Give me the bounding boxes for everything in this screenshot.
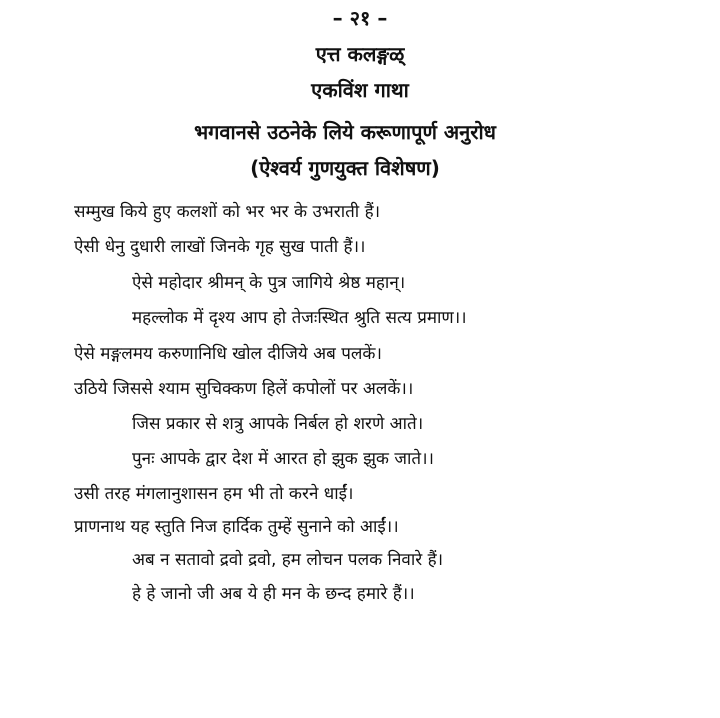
verse-line-8: पुनः आपके द्वार देश में आरत हो झुक झुक जाते।। xyxy=(132,449,434,469)
verse-line-2: ऐसी धेनु दुधारी लाखों जिनके गृह सुख पाती हैं।। xyxy=(74,237,366,257)
subheading-line-2: (ऐश्वर्य गुणयुक्त विशेषण) xyxy=(250,156,440,180)
heading-line-2: एकविंश गाथा xyxy=(311,78,409,102)
verse-line-7: जिस प्रकार से शत्रु आपके निर्बल हो शरणे आते। xyxy=(132,414,424,434)
verse-line-12: हे हे जानो जी अब ये ही मन के छन्द हमारे हैं।। xyxy=(132,584,415,604)
verse-line-6: उठिये जिससे श्याम सुचिक्कण हिलें कपोलों पर अलकें।। xyxy=(74,379,414,399)
verse-line-1: सम्मुख किये हुए कलशों को भर भर के उभराती हैं। xyxy=(74,202,381,222)
verse-line-3: ऐसे महोदार श्रीमन् के पुत्र जागिये श्रेष्ठ महान्। xyxy=(132,273,406,293)
subheading-line-1: भगवानसे उठनेके लिये करूणापूर्ण अनुरोध xyxy=(194,120,496,144)
page-number: – २१ – xyxy=(332,6,388,30)
verse-line-9: उसी तरह मंगलानुशासन हम भी तो करने धाईं। xyxy=(74,484,354,504)
verse-line-11: अब न सतावो द्रवो द्रवो, हम लोचन पलक निवारे हैं। xyxy=(132,550,444,570)
heading-line-1: एत्त कलङ्गळ् xyxy=(315,42,405,66)
verse-line-4: महल्लोक में दृश्य आप हो तेजःस्थित श्रुति सत्य प्रमाण।। xyxy=(132,308,467,328)
verse-line-10: प्राणनाथ यह स्तुति निज हार्दिक तुम्हें सुनाने को आईं।। xyxy=(74,517,399,537)
verse-line-5: ऐसे मङ्गलमय करुणानिधि खोल दीजिये अब पलकें। xyxy=(74,344,382,364)
